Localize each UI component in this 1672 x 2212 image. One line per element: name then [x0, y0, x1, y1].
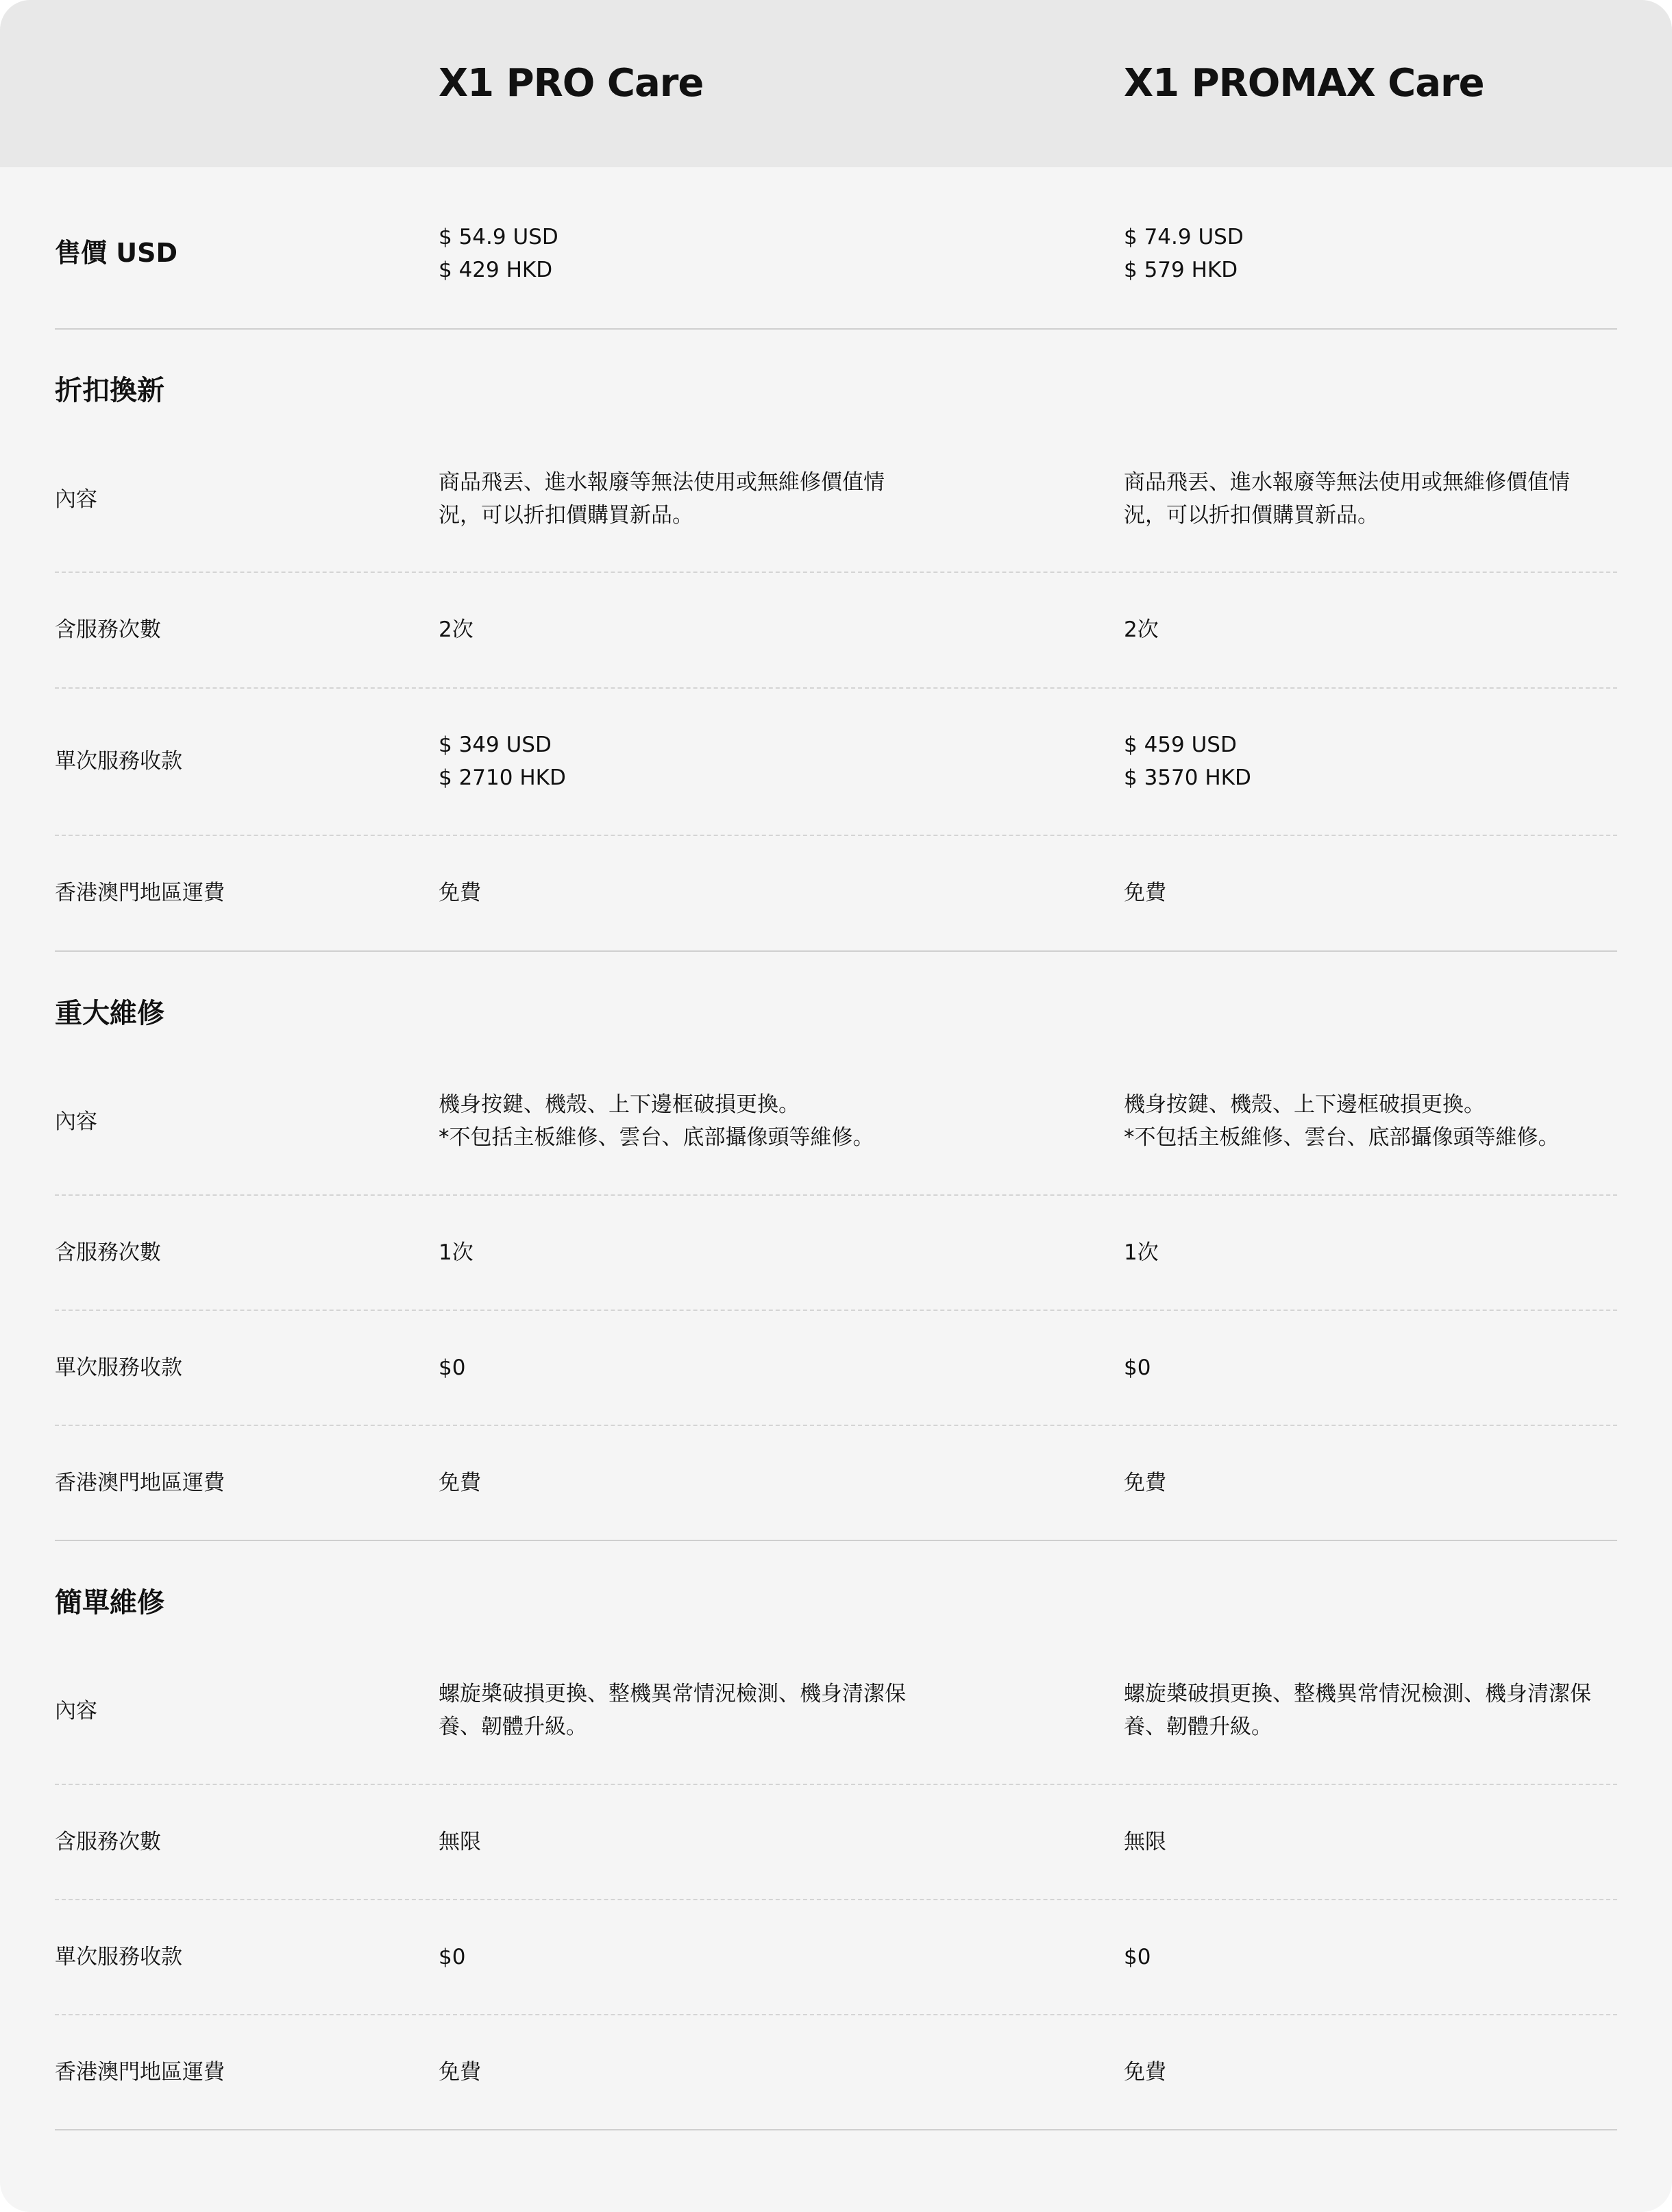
tradein-count-pro: 2次 — [439, 617, 474, 642]
tradein-content-promax — [1124, 466, 1631, 532]
text-line: 商品飛丟、進水報廢等無法使用或無維修價值情 — [439, 470, 885, 495]
price-promax — [1124, 221, 1631, 286]
tradein-fee-pro — [439, 728, 946, 794]
text-line: 機身按鍵、機殼、上下邊框破損更換。 — [439, 1092, 800, 1117]
divider — [55, 328, 1617, 330]
text-line: $ 459 USD — [1124, 733, 1237, 757]
major-shipping-promax: 免費 — [1124, 1471, 1166, 1495]
text-line: 況，可以折扣價購買新品。 — [1124, 503, 1379, 528]
price-promax-hkd: $ 579 HKD — [1124, 258, 1238, 282]
plan-title-promax: X1 PROMAX Care — [1124, 61, 1484, 106]
row-label-fee: 單次服務收款 — [55, 1945, 182, 1969]
divider — [55, 687, 1617, 689]
major-count-pro: 1次 — [439, 1240, 474, 1265]
row-label-shipping: 香港澳門地區運費 — [55, 2060, 225, 2085]
basic-count-promax: 無限 — [1124, 1830, 1166, 1854]
text-line: 養、韌體升級。 — [439, 1715, 587, 1739]
text-line: 機身按鍵、機殼、上下邊框破損更換。 — [1124, 1092, 1485, 1117]
divider — [55, 1194, 1617, 1196]
basic-content-promax — [1124, 1678, 1631, 1743]
section-title-trade-in: 折扣換新 — [55, 375, 164, 406]
major-content-promax — [1124, 1088, 1631, 1154]
major-content-pro — [439, 1088, 946, 1154]
row-label-service-count: 含服務次數 — [55, 617, 161, 642]
basic-content-pro — [439, 1678, 946, 1743]
tradein-shipping-promax: 免費 — [1124, 881, 1166, 905]
section-title-basic-repair: 簡單維修 — [55, 1587, 164, 1619]
row-label-fee: 單次服務收款 — [55, 1355, 182, 1380]
text-line: $ 3570 HKD — [1124, 765, 1251, 790]
row-label-shipping: 香港澳門地區運費 — [55, 1471, 225, 1495]
row-label-service-count: 含服務次數 — [55, 1240, 161, 1265]
divider — [55, 835, 1617, 836]
tradein-shipping-pro: 免費 — [439, 881, 481, 905]
major-count-promax: 1次 — [1124, 1240, 1159, 1265]
divider — [55, 572, 1617, 573]
text-line: 螺旋槳破損更換、整機異常情況檢測、機身清潔保 — [439, 1682, 906, 1706]
divider — [55, 1784, 1617, 1785]
row-label-content: 內容 — [55, 1699, 97, 1723]
divider — [55, 2014, 1617, 2015]
text-line: *不包括主板維修、雲台、底部攝像頭等維修。 — [439, 1125, 874, 1150]
major-fee-pro: $0 — [439, 1355, 466, 1380]
divider — [55, 1425, 1617, 1426]
text-line: $ 2710 HKD — [439, 765, 566, 790]
basic-shipping-promax: 免費 — [1124, 2060, 1166, 2085]
tradein-content-pro — [439, 466, 946, 532]
tradein-fee-promax — [1124, 728, 1631, 794]
divider — [55, 2129, 1617, 2130]
price-pro-hkd: $ 429 HKD — [439, 258, 553, 282]
price-pro-usd: $ 54.9 USD — [439, 225, 558, 249]
basic-count-pro: 無限 — [439, 1830, 481, 1854]
text-line: 螺旋槳破損更換、整機異常情況檢測、機身清潔保 — [1124, 1682, 1591, 1706]
basic-shipping-pro: 免費 — [439, 2060, 481, 2085]
price-promax-usd: $ 74.9 USD — [1124, 225, 1244, 249]
basic-fee-pro: $0 — [439, 1945, 466, 1969]
divider — [55, 1899, 1617, 1900]
text-line: 況，可以折扣價購買新品。 — [439, 503, 693, 528]
row-label-service-count: 含服務次數 — [55, 1830, 161, 1854]
text-line: *不包括主板維修、雲台、底部攝像頭等維修。 — [1124, 1125, 1560, 1150]
price-label: 售價 USD — [55, 238, 177, 268]
text-line: 養、韌體升級。 — [1124, 1715, 1273, 1739]
text-line: $ 349 USD — [439, 733, 552, 757]
section-title-major-repair: 重大維修 — [55, 998, 164, 1029]
row-label-shipping: 香港澳門地區運費 — [55, 881, 225, 905]
row-label-content: 內容 — [55, 487, 97, 512]
divider — [55, 1310, 1617, 1311]
major-shipping-pro: 免費 — [439, 1471, 481, 1495]
divider — [55, 1540, 1617, 1541]
basic-fee-promax: $0 — [1124, 1945, 1151, 1969]
plan-header — [0, 0, 1672, 167]
divider — [55, 950, 1617, 952]
row-label-content: 內容 — [55, 1109, 97, 1134]
tradein-count-promax: 2次 — [1124, 617, 1159, 642]
text-line: 商品飛丟、進水報廢等無法使用或無維修價值情 — [1124, 470, 1570, 495]
row-label-fee: 單次服務收款 — [55, 749, 182, 774]
plan-title-pro: X1 PRO Care — [439, 61, 704, 106]
price-pro — [439, 221, 946, 286]
major-fee-promax: $0 — [1124, 1355, 1151, 1380]
